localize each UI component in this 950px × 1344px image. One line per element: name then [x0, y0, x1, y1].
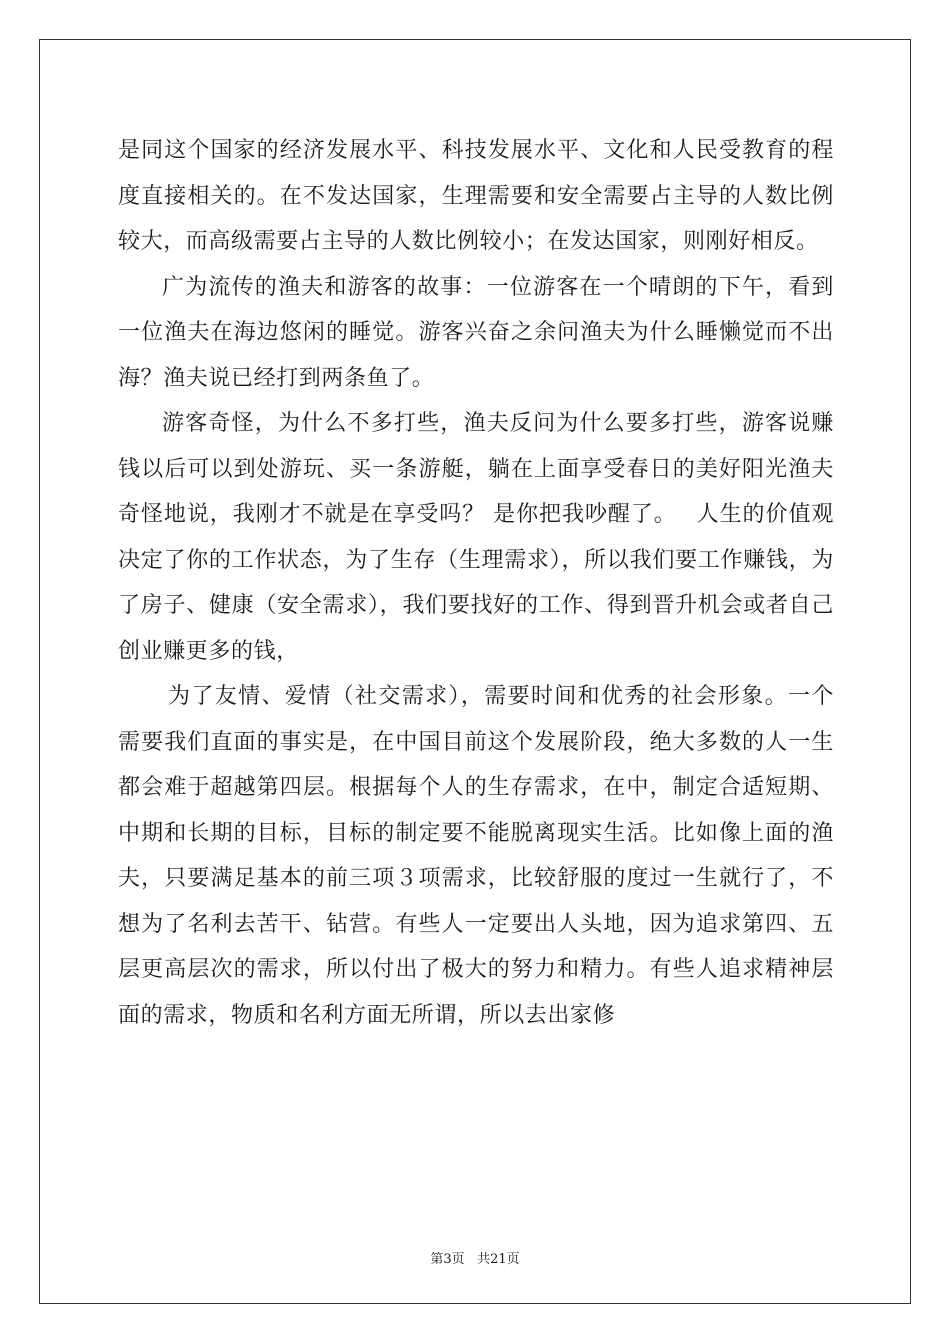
document-body [118, 128, 834, 1038]
page-footer [0, 1248, 950, 1267]
page-number: 第3页 [430, 1252, 465, 1267]
paragraph-3: 游客奇怪，为什么不多打些，渔夫反问为什么要多打些，游客说赚钱以后可以到处游玩、买一条游艇，躺在上面享受春日的美好阳光渔夫奇怪地说，我刚才不就是在享受吗？ 是你把我吵醒了。 人生的价值观决定了你的工作状态，为了生存（生理需求），所以我们要工作赚钱，为了房子、健康（安全需求），我们要找好的工作、得到晋升机会或者自己创业赚更多的钱， [118, 411, 834, 664]
paragraph-2: 广为流传的渔夫和游客的故事：一位游客在一个晴朗的下午，看到一位渔夫在海边悠闲的睡觉。游客兴奋之余问渔夫为什么睡懒觉而不出海？渔夫说已经打到两条鱼了。 [118, 274, 834, 391]
paragraph-1: 是同这个国家的经济发展水平、科技发展水平、文化和人民受教育的程度直接相关的。在不发达国家，生理需要和安全需要占主导的人数比例较大，而高级需要占主导的人数比例较小；在发达国家，则刚好相反。 [118, 138, 834, 254]
total-pages: 共21页 [477, 1252, 520, 1267]
footer-separator [465, 1252, 477, 1267]
paragraph-4: 为了友情、爱情（社交需求），需要时间和优秀的社会形象。一个需要我们直面的事实是，在中国目前这个发展阶段，绝大多数的人一生都会难于超越第四层。根据每个人的生存需求，在中，制定合适短期、中期和长期的目标，目标的制定要不能脱离现实生活。比如像上面的渔夫，只要满足基本的前三项３项需求，比较舒服的度过一生就行了，不想为了名利去苦干、钻营。有些人一定要出人头地，因为追求第四、五层更高层次的需求，所以付出了极大的努力和精力。有些人追求精神层面的需求，物质和名利方面无所谓，所以去出家修 [118, 684, 834, 1028]
